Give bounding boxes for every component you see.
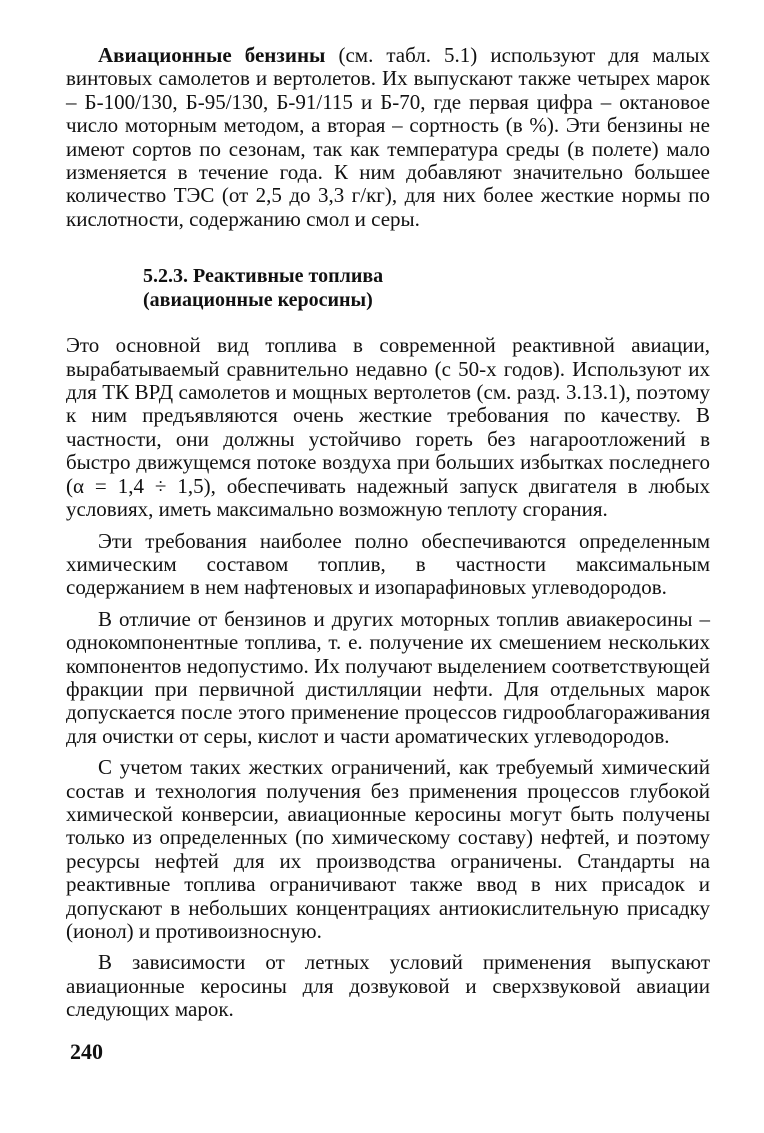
section-heading (143, 265, 710, 312)
document-page (66, 44, 710, 1022)
intro-paragraph-text: (см. табл. 5.1) используют для малых винтовых самолетов и вертолетов. Их выпускают также четырех марок – Б-100/130, Б-95/130, Б-91/115 и Б-70, где первая цифра – октановое число моторным методом, а вторая – сортность (в %). Эти бензины не имеют сортов по сезонам, так как температура среды (в полете) мало изменяется в течение года. К ним добавляют значительно большее количество ТЭС (от 2,5 до 3,3 г/кг), для них более жесткие нормы по кислотности, содержанию смол и серы. (66, 43, 710, 231)
body-paragraph-3: В отличие от бензинов и других моторных топлив авиакеросины – однокомпонентные топлива, т. е. получение их смешением нескольких компонентов недопустимо. Их получают выделением соответствующей фракции при первичной дистилляции нефти. Для отдельных марок допускается после этого применение процессов гидрооблагораживания для очистки от серы, кислот и части ароматических углеводородов. (66, 606, 710, 748)
section-heading-line-1: 5.2.3. Реактивные топлива (143, 265, 384, 288)
spacer (66, 231, 710, 265)
spacer (66, 312, 710, 334)
page-number: 240 (70, 1039, 103, 1064)
intro-lead-term: Авиационные бензины (98, 43, 326, 67)
section-heading-line-2: (авиационные керосины) (143, 288, 373, 311)
body-paragraph-4: С учетом таких жестких ограничений, как требуемый химический состав и технология получения без применения процессов глубокой химической конверсии, авиационные керосины могут быть получены только из определенных (по химическому составу) нефтей, и поэтому ресурсы нефтей для их производства ограничены. Стандарты на реактивные топлива ограничивают также ввод в них присадок и допускают в небольших концентрациях антиокислительную присадку (ионол) и противоизносную. (66, 755, 710, 943)
body-paragraph-5: В зависимости от летных условий применения выпускают авиационные керосины для дозвуковой и сверхзвуковой авиации следующих марок. (66, 950, 710, 1022)
body-paragraph-2: Эти требования наиболее полно обеспечиваются определенным химическим составом топлив, в частности максимальным содержанием в нем нафтеновых и изопарафиновых углеводородов. (66, 528, 710, 600)
intro-paragraph (66, 44, 710, 231)
body-paragraph-1: Это основной вид топлива в современной реактивной авиации, вырабатываемый сравнительно недавно (с 50-х годов). Используют их для ТК ВРД самолетов и мощных вертолетов (см. разд. 3.13.1), поэтому к ним предъявляются очень жесткие требования по качеству. В частности, они должны устойчиво гореть без нагароотложений в быстро движущемся потоке воздуха при больших избытках последнего (α = 1,4 ÷ 1,5), обеспечивать надежный запуск двигателя в любых условиях, иметь максимально возможную теплоту сгорания. (66, 333, 710, 522)
